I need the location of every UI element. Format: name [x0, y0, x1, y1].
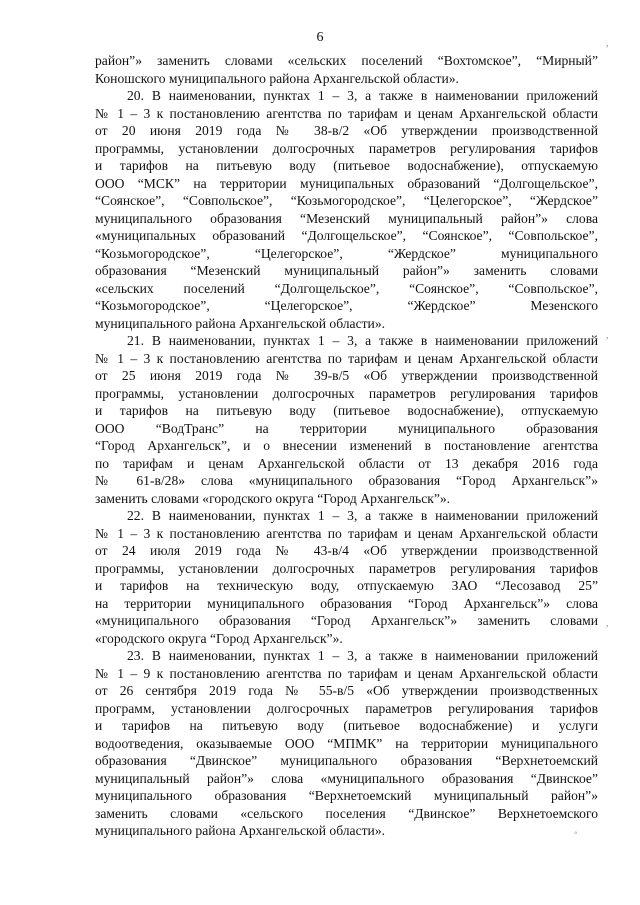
text-line: «городского округа “Город Архангельск”». — [95, 630, 343, 646]
text-line: “Козьмогородское”, “Целегорское”, “Жердское” Мезенского — [95, 298, 598, 313]
text-line: ООО “ВодТранс” на территории муниципального образования — [95, 420, 598, 436]
text-line: программы, установлении долгосрочных параметров регулирования тарифов — [95, 140, 598, 156]
text-line: водоотведения, оказываемые ООО “МПМК” на территории муниципального — [95, 735, 598, 751]
text-line: “Соянское”, “Совпольское”, “Козьмогородское”, “Целегорское”, “Жердское” — [95, 193, 598, 208]
scan-mark: , — [606, 38, 609, 49]
text-line: Коношского муниципального района Архангельской области». — [95, 70, 459, 86]
text-line: муниципального района Архангельской области». — [95, 823, 386, 838]
text-line: и тарифов на техническую воду, отпускаемую ЗАО “Лесозавод 25” — [95, 578, 598, 593]
text-line: “Козьмогородское”, “Целегорское”, “Жердское” муниципального — [95, 245, 598, 261]
paragraph-item-23 — [95, 647, 598, 840]
text-line: “Город Архангельск”, и о внесении изменений в постановление агентства — [95, 438, 598, 453]
text-line: муниципальный район”» слова «муниципального образования “Двинское” — [95, 770, 598, 786]
text-line: и тарифов на питьевую воду (питьевое водоснабжение), отпускаемую — [95, 403, 598, 418]
text-line: программы, установлении долгосрочных параметров регулирования тарифов — [95, 560, 598, 576]
text-line: № 1 – 3 к постановлению агентства по тарифам и ценам Архангельской области — [95, 525, 598, 541]
scan-mark: ◦ — [574, 828, 578, 839]
text-line: район”» заменить словами «сельских поселений “Вохтомское”, “Мирный” — [95, 53, 598, 68]
document-body — [95, 52, 598, 840]
text-line: образования “Двинское” муниципального образования “Верхнетоемский — [95, 753, 598, 768]
text-line: муниципального образования “Верхнетоемский муниципальный район”» — [95, 788, 598, 803]
text-line: 21. В наименовании, пунктах 1 – 3, а также в наименовании приложений — [127, 333, 598, 348]
text-line: программы, установлении долгосрочных параметров регулирования тарифов — [95, 385, 598, 401]
paragraph-item-21 — [95, 332, 598, 507]
text-line: от 25 июня 2019 года № 39-в/5 «Об утверждении производственной — [95, 368, 598, 383]
text-line: программ, установлении долгосрочных параметров регулирования тарифов — [95, 700, 598, 716]
paragraph-continuation — [95, 52, 598, 87]
text-line: ООО “МСК” на территории муниципальных образований “Долгощельское”, — [95, 175, 598, 191]
text-line: по тарифам и ценам Архангельской области от 13 декабря 2016 года — [95, 455, 598, 471]
text-line: образования “Мезенский муниципальный район”» заменить словами — [95, 263, 598, 278]
text-line: заменить словами «сельского поселения “Двинское” Верхнетоемского — [95, 805, 598, 821]
text-line: от 20 июня 2019 года № 38-в/2 «Об утверждении производственной — [95, 123, 598, 138]
text-line: № 1 – 3 к постановлению агентства по тарифам и ценам Архангельской области — [95, 350, 598, 366]
text-line: муниципального района Архангельской области». — [95, 315, 386, 331]
text-line: 20. В наименовании, пунктах 1 – 3, а также в наименовании приложений — [127, 88, 598, 103]
scan-mark: , — [606, 330, 609, 341]
text-line: 23. В наименовании, пунктах 1 – 3, а также в наименовании приложений — [127, 648, 598, 663]
text-line: № 1 – 3 к постановлению агентства по тарифам и ценам Архангельской области — [95, 105, 598, 121]
text-line: и тарифов на питьевую воду (питьевое водоснабжение) и услуги — [95, 718, 598, 733]
text-line: № 1 – 9 к постановлению агентства по тарифам и ценам Архангельской области — [95, 665, 598, 681]
text-line: на территории муниципального образования “Город Архангельск”» слова — [95, 595, 598, 611]
text-line: «муниципального образования “Город Архангельск”» заменить словами — [95, 613, 598, 628]
text-line: «муниципальных образований “Долгощельское”, “Соянское”, “Совпольское”, — [95, 228, 598, 243]
text-line: муниципального образования “Мезенский муниципальный район”» слова — [95, 210, 598, 226]
text-line: заменить словами «городского округа “Город Архангельск”». — [95, 490, 451, 506]
text-line: № 61-в/28» слова «муниципального образования “Город Архангельск”» — [95, 473, 598, 488]
text-line: от 24 июля 2019 года № 43-в/4 «Об утверждении производственной — [95, 543, 598, 558]
page-number: 6 — [316, 30, 324, 45]
scan-mark: , — [606, 618, 609, 629]
text-line: 22. В наименовании, пунктах 1 – 3, а также в наименовании приложений — [127, 508, 598, 523]
paragraph-item-22 — [95, 507, 598, 647]
text-line: от 26 сентября 2019 года № 55-в/5 «Об утверждении производственных — [95, 683, 598, 698]
text-line: и тарифов на питьевую воду (питьевое водоснабжение), отпускаемую — [95, 158, 598, 173]
paragraph-item-20 — [95, 87, 598, 332]
text-line: «сельских поселений “Долгощельское”, “Соянское”, “Совпольское”, — [95, 280, 598, 296]
